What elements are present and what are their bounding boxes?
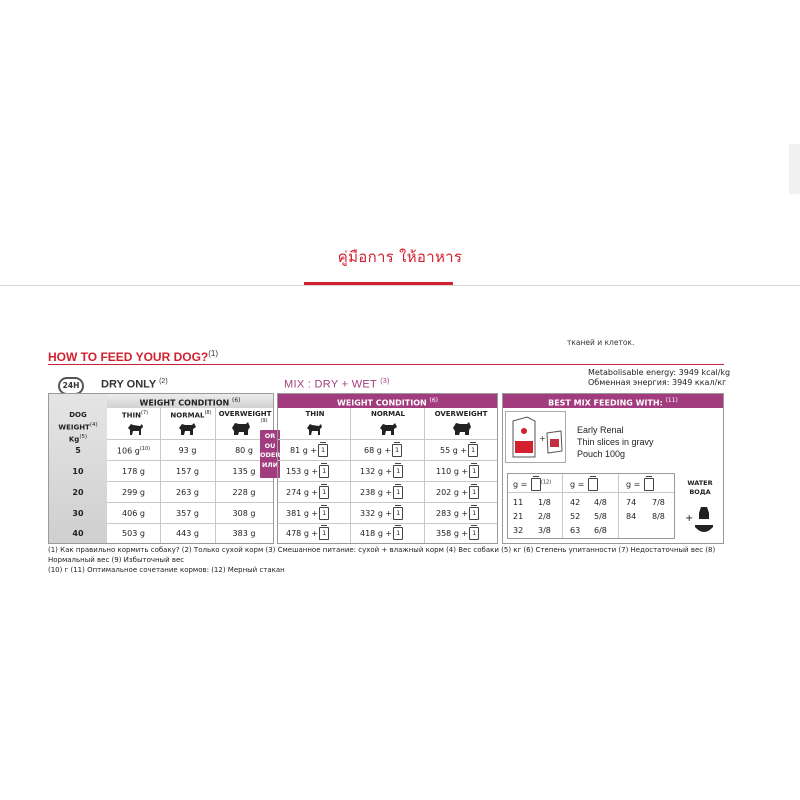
pouch-icon: 1 — [393, 465, 403, 478]
divider — [618, 474, 619, 538]
normal-dog-icon — [177, 420, 197, 437]
mix-normal-cell: 132 g + 1 — [360, 465, 403, 478]
dry-over-cell: 80 g — [235, 446, 253, 455]
dog-weight-20: 20 — [72, 488, 84, 497]
pouch-icon: 1 — [319, 507, 329, 520]
dog-weight-5: 5 — [75, 446, 81, 455]
pouch-icon: 1 — [319, 527, 329, 540]
mix-normal-cell: 68 g + 1 — [364, 444, 402, 457]
mix-over-cell: 110 g + 1 — [436, 465, 479, 478]
pouch-icon: 1 — [469, 507, 479, 520]
mix-over-cell: 55 g + 1 — [440, 444, 478, 457]
cup-grams: 32 — [513, 526, 524, 535]
row-divider — [107, 523, 273, 524]
dry-thin-cell: 503 g — [122, 529, 145, 538]
mix-weight-condition-header: WEIGHT CONDITION $^{(6)}$ — [278, 394, 497, 408]
dry-thin-cell: 178 g — [122, 467, 145, 476]
pouch-icon: 1 — [393, 527, 403, 540]
row-divider — [278, 502, 497, 503]
pouch-icon: 1 — [318, 444, 328, 457]
dog-weight-40: 40 — [72, 529, 84, 538]
measuring-cup-icon — [531, 478, 541, 491]
cup-grams: 11 — [513, 498, 524, 507]
pouch-icon: 1 — [469, 527, 479, 540]
mix-thin-cell: 81 g + 1 — [290, 444, 328, 457]
dry-normal-cell: 357 g — [176, 509, 199, 518]
dry-over-cell: 308 g — [232, 509, 256, 518]
dry-over-cell: 135 g — [232, 467, 256, 476]
cup-grams: 52 — [570, 512, 581, 521]
dry-only-title: DRY ONLY $^{(2)}$ — [101, 378, 168, 391]
scrollbar-strip — [789, 144, 800, 194]
mix-over-cell: 283 g + 1 — [436, 507, 479, 520]
mix-normal-cell: 332 g + 1 — [360, 507, 403, 520]
row-divider — [278, 439, 497, 440]
best-mix-product: Early Renal Thin slices in gravy Pouch 100g — [577, 425, 654, 459]
dry-over-cell: 228 g — [232, 488, 256, 497]
row-divider — [107, 439, 273, 440]
dry-over-cell: 383 g — [232, 529, 256, 538]
best-mix-header: BEST MIX FEEDING WITH: $^{(11)}$ — [503, 394, 723, 408]
mix-normal-cell: 238 g + 1 — [360, 486, 403, 499]
row-divider — [107, 502, 273, 503]
dry-normal-cell: 157 g — [176, 467, 199, 476]
cup-fraction: 6/8 — [594, 526, 607, 535]
cup-header: g = — [626, 478, 654, 491]
overweight-dog-icon — [231, 420, 251, 437]
cup-fraction: 4/8 — [594, 498, 607, 507]
thin-dog-icon — [125, 420, 145, 437]
dog-weight-30: 30 — [72, 509, 84, 518]
cup-fraction: 8/8 — [652, 512, 665, 521]
measuring-cup-icon — [644, 478, 654, 491]
row-divider — [107, 481, 273, 482]
row-divider — [107, 460, 273, 461]
dry-thin-cell: 106 $g^{(10)}$ — [116, 446, 151, 456]
cup-grams: 74 — [626, 498, 637, 507]
cup-fraction: 3/8 — [538, 526, 551, 535]
dry-weight-condition-header: WEIGHT CONDITION $^{(6)}$ — [107, 394, 273, 408]
water-bowl-icon — [685, 505, 715, 537]
normal-dog-icon — [378, 420, 398, 437]
dry-col-overweight: OVERWEIGHT $^{(9)}$ — [218, 410, 272, 424]
mix-title: MIX : DRY + WET $^{(3)}$ — [284, 378, 390, 391]
product-pack-icon — [505, 411, 566, 463]
section-heading — [0, 245, 800, 269]
overweight-dog-icon — [452, 420, 472, 437]
dry-thin-cell: 299 g — [122, 488, 145, 497]
row-divider — [278, 481, 497, 482]
mix-thin-cell: 381 g + 1 — [286, 507, 329, 520]
dry-col-normal: NORMAL$^{(8)}$ — [170, 410, 212, 420]
cup-fraction: 2/8 — [538, 512, 551, 521]
energy-info: Metabolisable energy: 3949 kcal/kg Обменная энергия: 3949 ккал/кг — [588, 368, 731, 387]
cup-conversion-table — [507, 473, 675, 539]
how-to-feed-title: HOW TO FEED YOUR DOG?$^{(1)}$ — [48, 349, 219, 364]
dry-thin-cell: 406 g — [122, 509, 145, 518]
mix-col-thin: THIN — [305, 410, 325, 418]
pouch-icon: 1 — [393, 507, 403, 520]
svg-text:+: + — [539, 434, 546, 443]
mix-feeding-table — [277, 393, 498, 544]
dry-normal-cell: 93 g — [178, 446, 197, 455]
clock-24h-icon: 24H — [58, 377, 84, 395]
mix-col-normal: NORMAL — [370, 410, 406, 418]
mix-normal-cell: 418 g + 1 — [360, 527, 403, 540]
title-rule — [48, 364, 724, 365]
note-text: тканей и клеток. — [567, 338, 635, 347]
pouch-icon: 1 — [469, 486, 479, 499]
pouch-icon: 1 — [393, 486, 403, 499]
heading-divider — [0, 285, 800, 286]
dry-normal-cell: 263 g — [176, 488, 199, 497]
cup-fraction: 7/8 — [652, 498, 665, 507]
dog-weight-header: DOG WEIGHT$^{(4)}$ Kg$^{(5)}$ — [58, 411, 98, 444]
pouch-icon: 1 — [319, 486, 329, 499]
pouch-icon: 1 — [392, 444, 402, 457]
mix-over-cell: 202 g + 1 — [436, 486, 479, 499]
feeding-guide-title: คู่มือการ ให้อาหาร — [337, 248, 463, 266]
mix-over-cell: 358 g + 1 — [436, 527, 479, 540]
pouch-icon: 1 — [468, 444, 478, 457]
dry-only-table — [48, 393, 274, 544]
divider — [562, 474, 563, 538]
measuring-cup-icon — [588, 478, 598, 491]
cup-grams: 63 — [570, 526, 581, 535]
pouch-icon: 1 — [469, 465, 479, 478]
thin-dog-icon — [304, 420, 324, 437]
row-divider — [278, 523, 497, 524]
cup-grams: 84 — [626, 512, 637, 521]
cup-header: g = $^{(12)}$ — [513, 479, 552, 489]
cup-grams: 21 — [513, 512, 524, 521]
cup-header: g = — [570, 478, 598, 491]
dry-normal-cell: 443 g — [176, 529, 199, 538]
svg-text:+: + — [685, 513, 694, 524]
cup-fraction: 5/8 — [594, 512, 607, 521]
mix-thin-cell: 153 g + 1 — [286, 465, 329, 478]
cup-fraction: 1/8 — [538, 498, 551, 507]
pouch-icon: 1 — [319, 465, 329, 478]
footnotes: (1) Как правильно кормить собаку? (2) Только сухой корм (3) Смешанное питание: сухой + влажный корм (4) Вес собаки (5) кг (6) Степень упитанности (7) Недостаточный вес (8) Нормальный вес (9) Избыточный вес (10) г (11) Оптимальное сочетание кормов: (12) Мерный стакан — [48, 546, 716, 574]
mix-col-overweight: OVERWEIGHT — [434, 410, 488, 418]
or-badge: OR OU ODER ИЛИ — [260, 430, 280, 478]
row-divider — [508, 492, 674, 493]
water-indicator: WATER ВОДА — [687, 479, 713, 496]
mix-thin-cell: 478 g + 1 — [286, 527, 329, 540]
dry-col-thin: THIN$^{(7)}$ — [121, 410, 149, 420]
cup-grams: 42 — [570, 498, 581, 507]
mix-thin-cell: 274 g + 1 — [286, 486, 329, 499]
row-divider — [278, 460, 497, 461]
dog-weight-10: 10 — [72, 467, 84, 476]
